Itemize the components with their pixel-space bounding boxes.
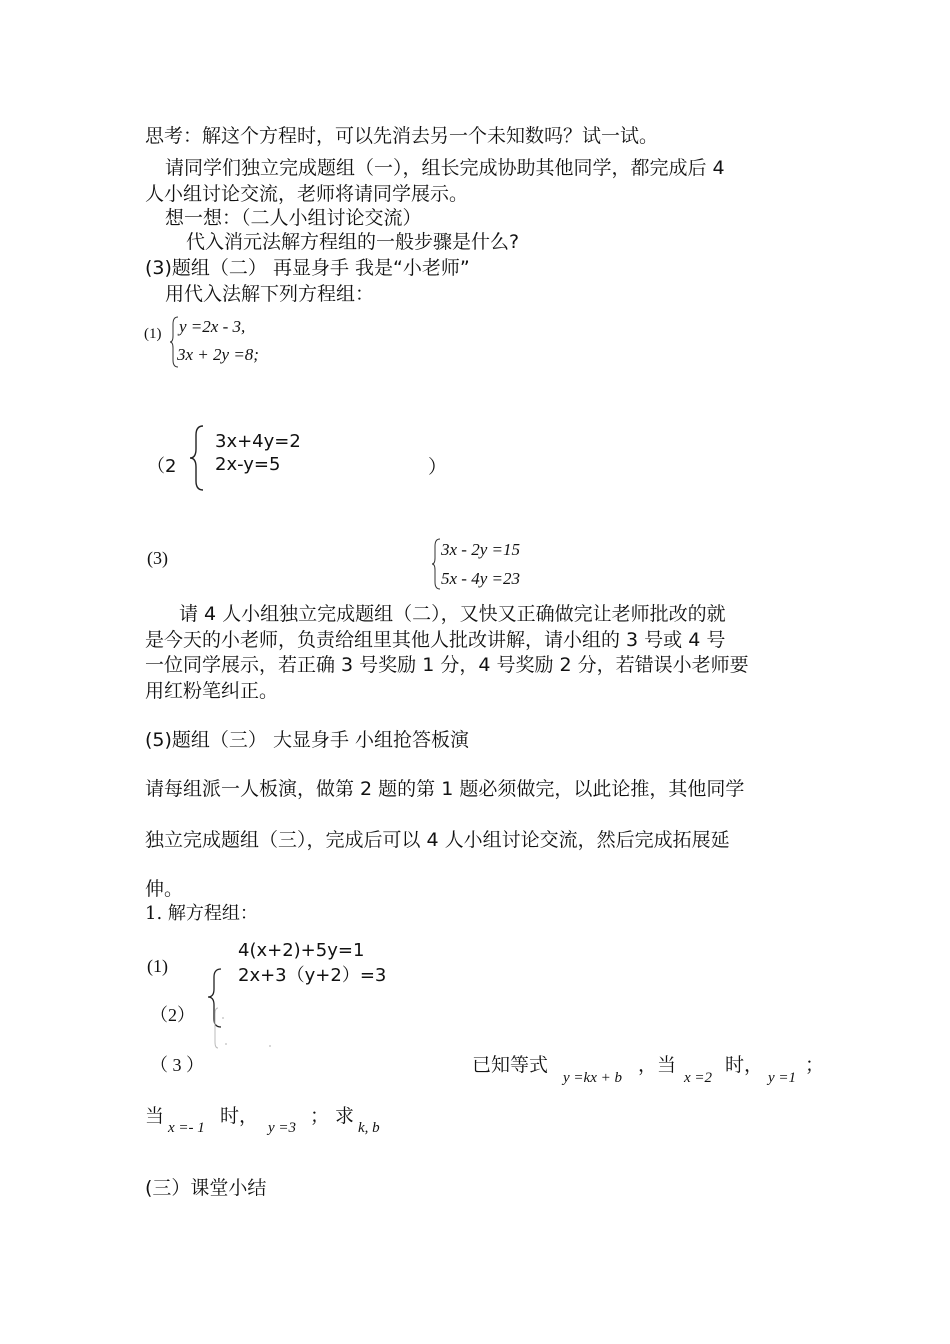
paragraph-2-line-1: 请 4 人小组独立完成题组（二），又快又正确做完让老师批改的就 [179, 603, 726, 625]
question-2-kb: k, b [358, 1120, 380, 1136]
system-3-eq1: 3x - 2y =15 [441, 540, 520, 559]
question-1-eq2: 2x+3（y+2）=3 [238, 965, 387, 986]
question-2-y-equals-3: y =3 [268, 1120, 297, 1136]
question-2-shi-2: 时， [220, 1105, 259, 1127]
group-2-heading: (3)题组（二） 再显身手 我是“小老师” [145, 257, 470, 279]
think-line: 思考：解这个方程时，可以先消去另一个未知数吗？试一试。 [145, 125, 659, 147]
question-2-x-equals-neg1: x =- 1 [168, 1120, 205, 1136]
question-2-when: ，当 [638, 1054, 677, 1076]
system-2-close: ） [428, 456, 448, 478]
paragraph-3-line-3: 伸。 [145, 878, 184, 900]
question-2-y-equals-1: y =1 [768, 1070, 797, 1086]
question-2-x-equals-2: x =2 [684, 1070, 713, 1086]
system-2-eq1: 3x+4y=2 [215, 431, 301, 452]
system-1-eq1: y =2x - 3, [179, 317, 246, 336]
paragraph-2-line-4: 用红粉笔纠正。 [145, 680, 279, 702]
instruction-substitution: 用代入法解下列方程组： [165, 283, 375, 305]
system-2-brace [189, 425, 205, 491]
steps-question: 代入消元法解方程组的一般步骤是什么? [186, 231, 520, 253]
question-1-label-3: （ 3 ） [150, 1055, 204, 1075]
question-2-shi-1: 时， [725, 1054, 764, 1076]
question-2-semicolon: ； [805, 1054, 825, 1076]
question-1-label-1: (1) [147, 956, 168, 976]
class-summary-heading: (三）课堂小结 [145, 1177, 267, 1199]
paragraph-3-line-2: 独立完成题组（三），完成后可以 4 人小组讨论交流，然后完成拓展延 [145, 829, 730, 851]
question-2-dang: 当 [145, 1105, 165, 1127]
question-2-known: 已知等式 [472, 1054, 549, 1076]
paragraph-2-line-3: 一位同学展示，若正确 3 号奖励 1 分，4 号奖励 2 分，若错误小老师要 [145, 654, 749, 676]
system-3-eq2: 5x - 4y =23 [441, 569, 520, 588]
system-2-label: （2 [147, 456, 177, 477]
system-1-eq2: 3x + 2y =8; [177, 345, 259, 364]
paragraph-3-line-1: 请每组派一人板演，做第 2 题的第 1 题必须做完，以此论推，其他同学 [145, 778, 745, 800]
system-1-label: (1) [144, 326, 162, 342]
system-3-label: (3) [147, 548, 168, 568]
question-1-eq1: 4(x+2)+5y=1 [238, 940, 365, 961]
system-2-eq2: 2x-y=5 [215, 454, 281, 475]
paragraph-1b: 人小组讨论交流，老师将请同学展示。 [145, 183, 469, 205]
paragraph-2-line-2: 是今天的小老师，负责给组里其他人批改讲解，请小组的 3 号或 4 号 [145, 629, 726, 651]
paragraph-1a: 请同学们独立完成题组（一），组长完成协助其他同学，都完成后 4 [165, 157, 725, 179]
question-1-faint-brace [212, 1006, 282, 1052]
think-discuss: 想一想：（二人小组讨论交流） [165, 207, 422, 229]
question-2-find: ； 求 [310, 1105, 355, 1127]
question-2-equation: y =kx + b [563, 1070, 622, 1086]
question-1-title: 1. 解方程组： [145, 903, 258, 924]
question-1-label-2: （2） [150, 1005, 195, 1025]
group-3-heading: (5)题组（三） 大显身手 小组抢答板演 [145, 729, 469, 751]
